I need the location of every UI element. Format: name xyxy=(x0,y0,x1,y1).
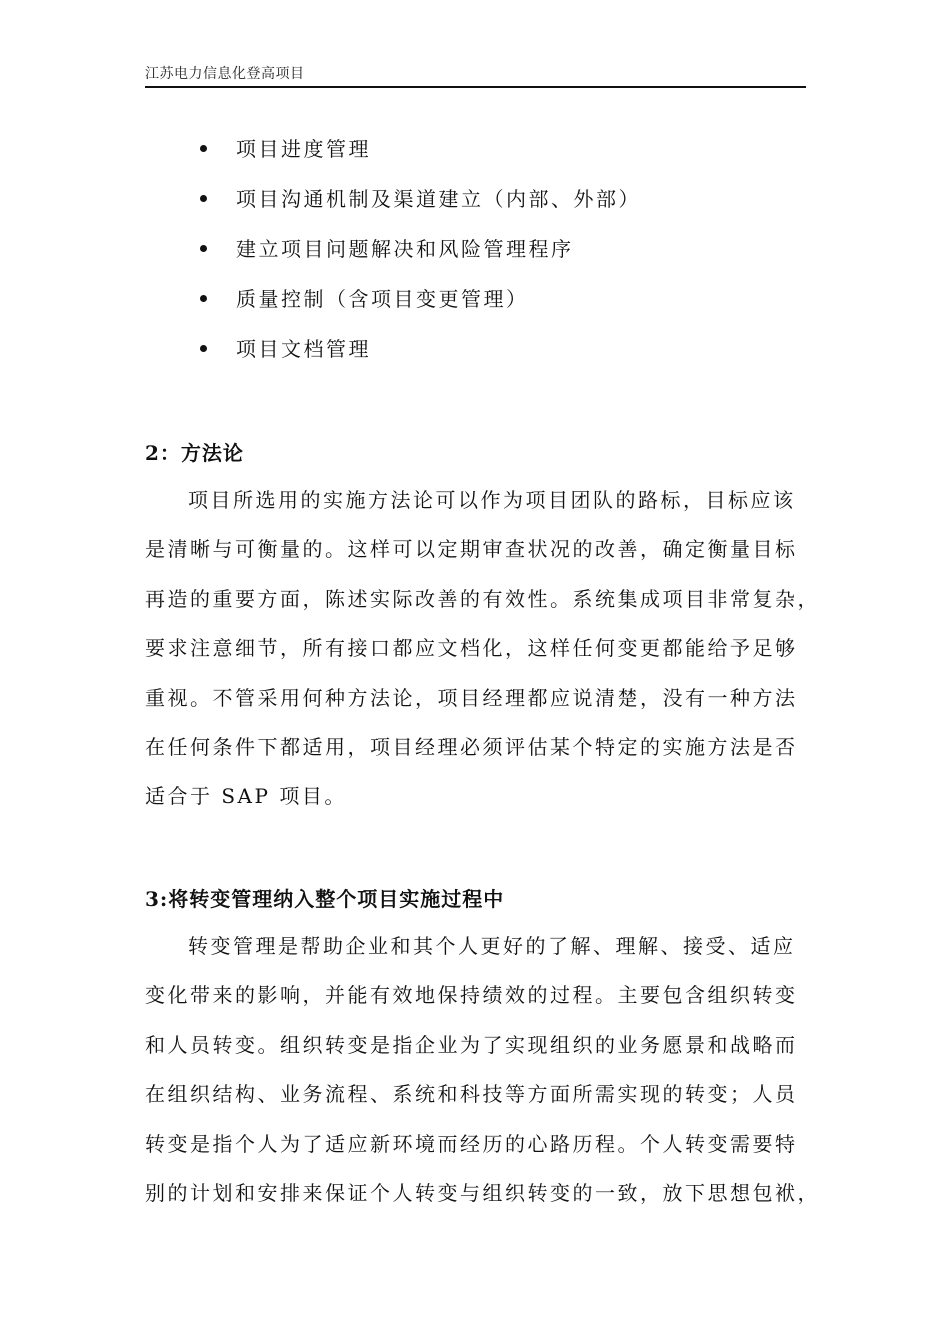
section-heading-methodology: 2：方法论 xyxy=(145,441,244,465)
paragraph-line: 和人员转变。组织转变是指企业为了实现组织的业务愿景和战略而 xyxy=(145,1032,798,1057)
paragraph-line: 适合于 SAP 项目。 xyxy=(145,784,347,809)
list-item xyxy=(200,278,800,328)
list-item xyxy=(200,228,800,278)
paragraph-line: 别的计划和安排来保证个人转变与组织转变的一致，放下思想包袱， xyxy=(145,1180,820,1205)
bullet-list xyxy=(200,128,800,378)
bullet-icon xyxy=(200,345,207,352)
paragraph-methodology xyxy=(145,476,825,822)
bullet-icon xyxy=(200,245,207,252)
paragraph-line: 是清晰与可衡量的。这样可以定期审查状况的改善，确定衡量目标 xyxy=(145,537,798,562)
list-item-text: 建立项目问题解决和风险管理程序 xyxy=(236,237,574,261)
paragraph-line: 要求注意细节，所有接口都应文档化，这样任何变更都能给予足够 xyxy=(145,636,798,661)
list-item-text: 项目文档管理 xyxy=(236,337,371,361)
section-heading-change-management: 3:将转变管理纳入整个项目实施过程中 xyxy=(145,887,505,911)
list-item xyxy=(200,128,800,178)
paragraph-line: 在组织结构、业务流程、系统和科技等方面所需实现的转变；人员 xyxy=(145,1082,798,1107)
header-title: 江苏电力信息化登高项目 xyxy=(145,66,305,82)
paragraph-line: 变化带来的影响，并能有效地保持绩效的过程。主要包含组织转变 xyxy=(145,983,798,1008)
list-item-text: 质量控制（含项目变更管理） xyxy=(236,287,529,311)
list-item xyxy=(200,178,800,228)
paragraph-change-management xyxy=(145,922,825,1218)
bullet-icon xyxy=(200,295,207,302)
paragraph-line: 转变管理是帮助企业和其个人更好的了解、理解、接受、适应 xyxy=(188,934,796,958)
page-header xyxy=(145,64,806,88)
list-item-text: 项目沟通机制及渠道建立（内部、外部） xyxy=(236,187,641,211)
bullet-icon xyxy=(200,145,207,152)
list-item xyxy=(200,328,800,378)
paragraph-line: 重视。不管采用何种方法论，项目经理都应说清楚，没有一种方法 xyxy=(145,685,798,710)
paragraph-line: 转变是指个人为了适应新环境而经历的心路历程。个人转变需要特 xyxy=(145,1131,798,1156)
paragraph-line: 项目所选用的实施方法论可以作为项目团队的路标，目标应该 xyxy=(188,488,796,512)
list-item-text: 项目进度管理 xyxy=(236,137,371,161)
paragraph-line: 在任何条件下都适用，项目经理必须评估某个特定的实施方法是否 xyxy=(145,734,798,759)
bullet-icon xyxy=(200,195,207,202)
paragraph-line: 再造的重要方面，陈述实际改善的有效性。系统集成项目非常复杂， xyxy=(145,586,820,611)
